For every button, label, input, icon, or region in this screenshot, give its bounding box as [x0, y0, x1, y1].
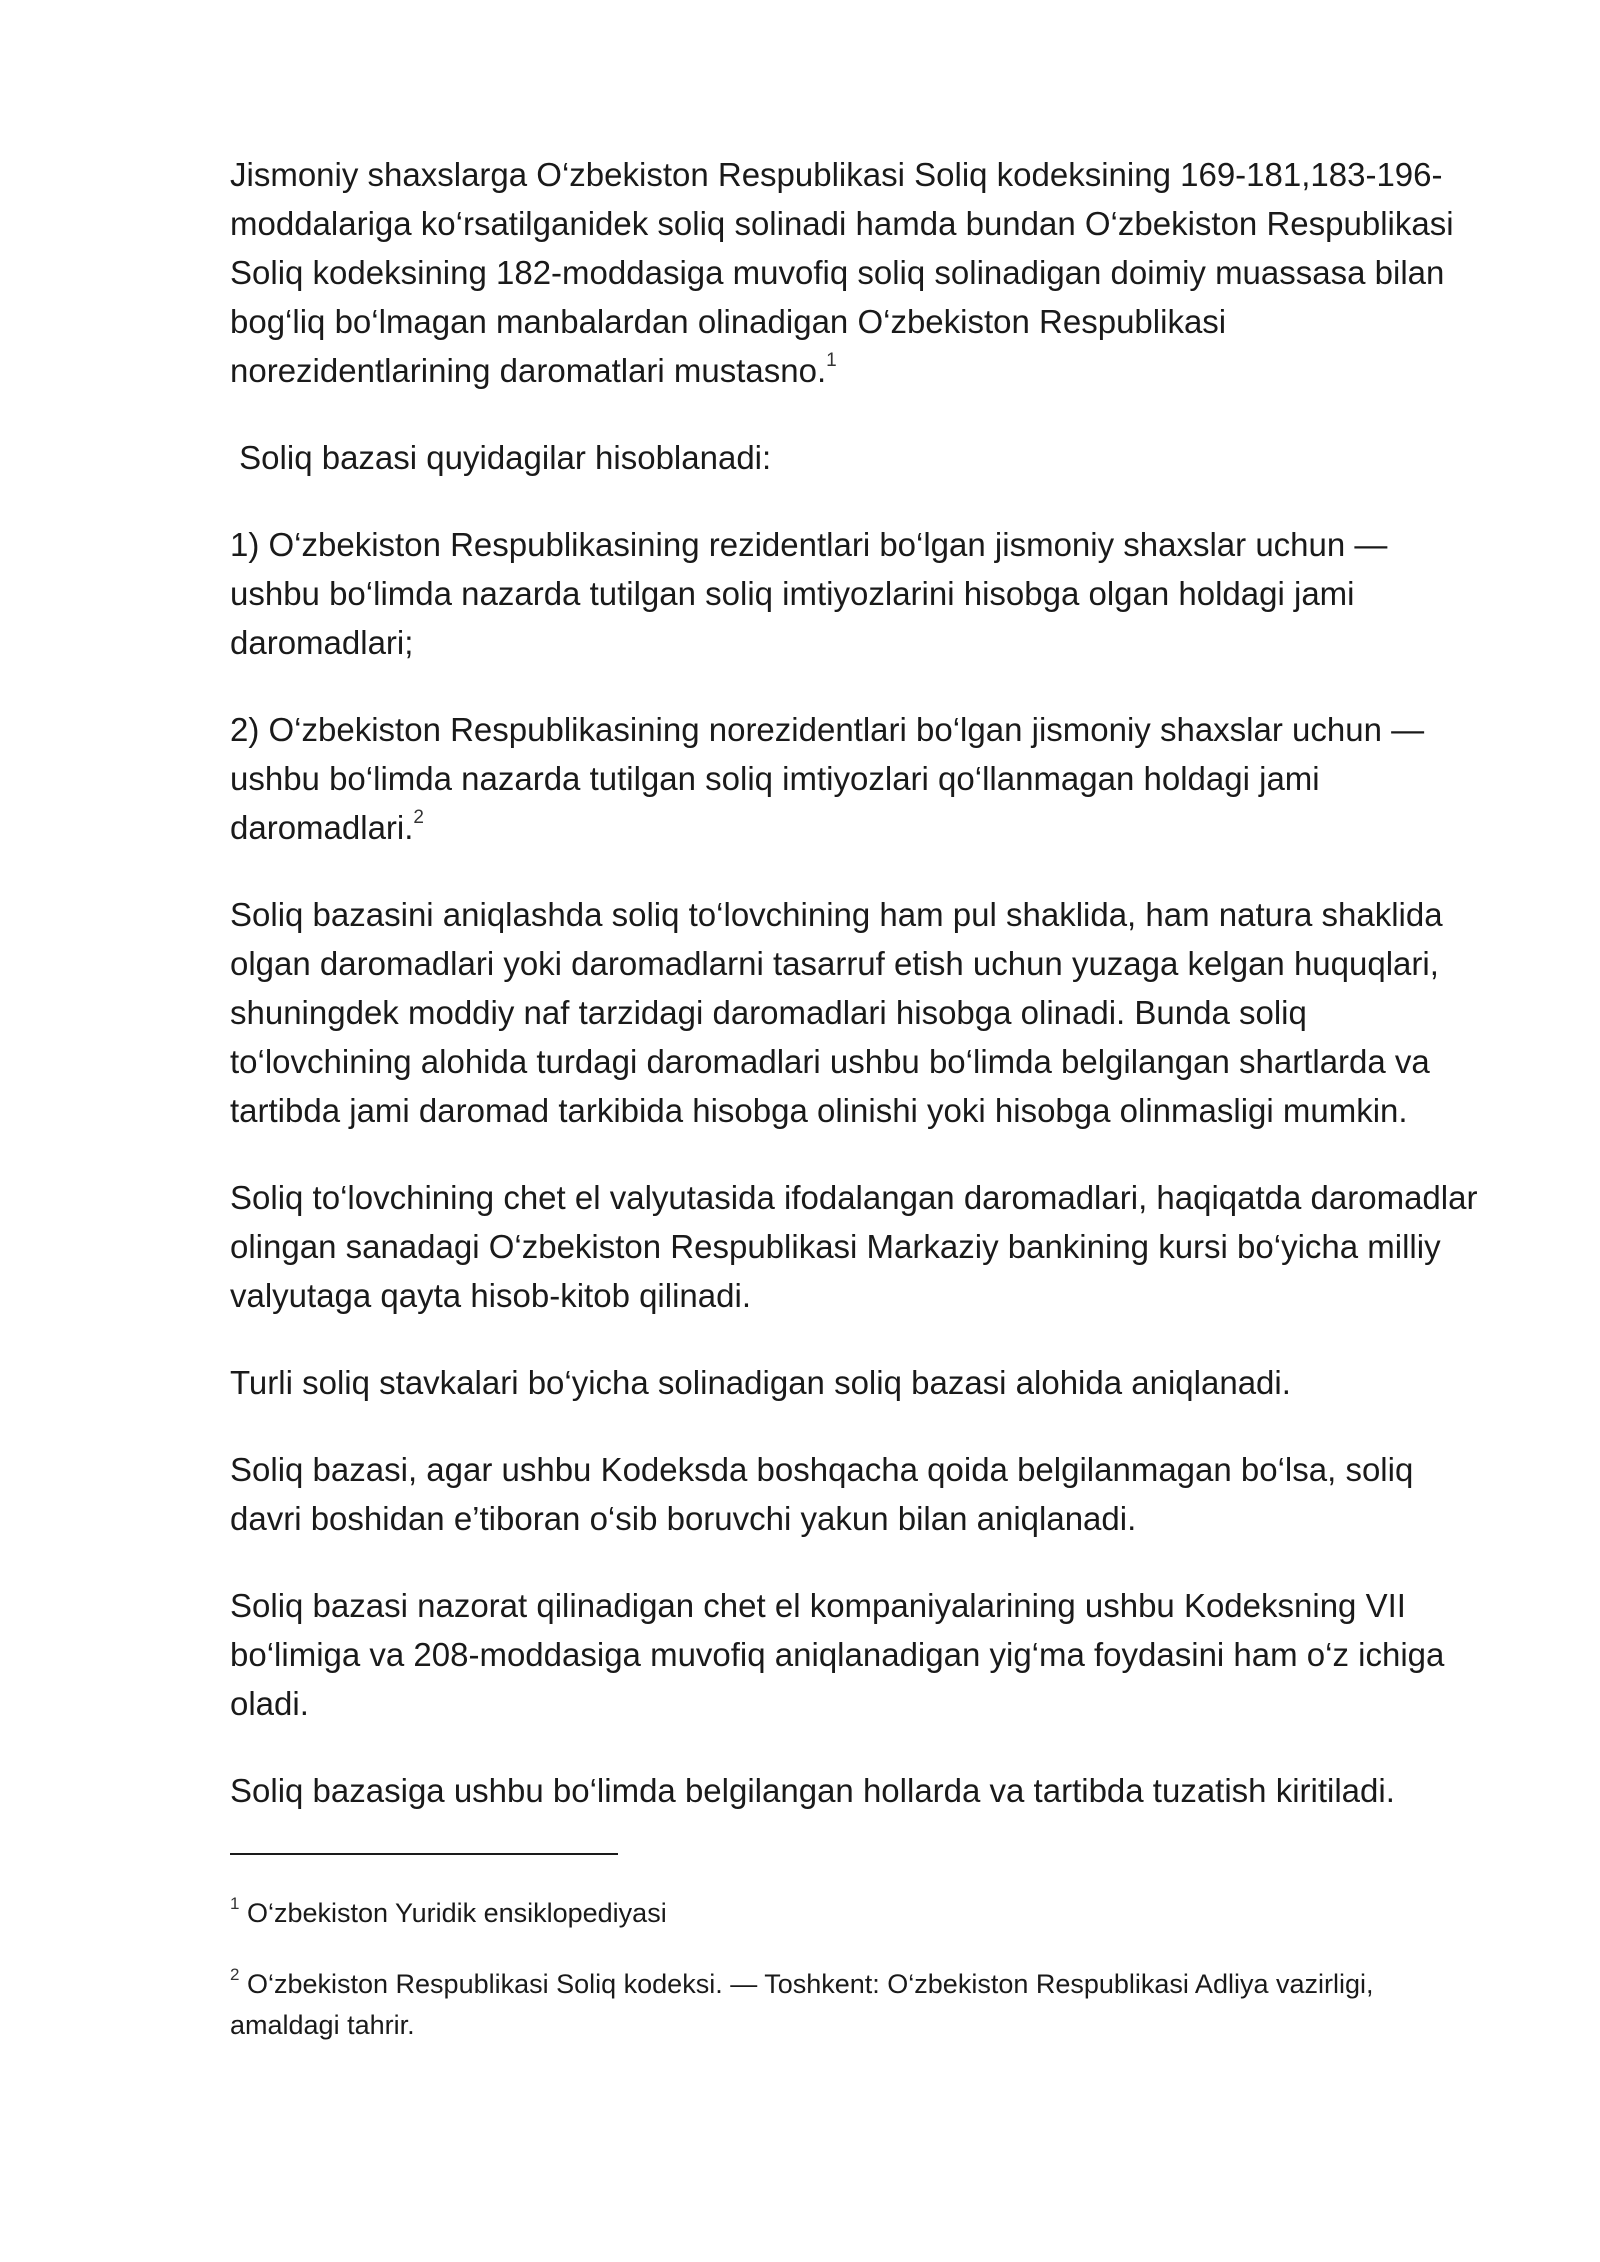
paragraph-text: Soliq bazasini aniqlashda soliq to‘lovchining ham pul shaklida, ham natura shaklida olgan daromadlari yoki daromadlarni tasarruf etish uchun yuzaga kelgan huquqlari, shuningdek moddiy naf tarzidagi daromadlari hisobga olinadi. Bunda soliq to‘lovchining alohida turdagi daromadlari ushbu bo‘limda belgilangan shartlarda va tartibda jami daromad tarkibida hisobga olinishi yoki hisobga olinmasligi mumkin.: [230, 896, 1443, 1129]
footnote-ref[interactable]: 1: [826, 350, 837, 371]
paragraph-adjustment: [230, 1766, 1480, 1815]
paragraph-text: Soliq bazasi quyidagilar hisoblanadi:: [230, 439, 772, 476]
paragraph-text: 2) O‘zbekiston Respublikasining norezidentlari bo‘lgan jismoniy shaxslar uchun — ushbu bo‘limda nazarda tutilgan soliq imtiyozlari qo‘llanmagan holdagi jami daromadlari.: [230, 711, 1425, 846]
paragraph-text: Jismoniy shaxslarga O‘zbekiston Respublikasi Soliq kodeksining 169-181,183-196-moddalariga ko‘rsatilganidek soliq solinadi hamda bundan O‘zbekiston Respublikasi Soliq kodeksining 182-moddasiga muvofiq soliq solinadigan doimiy muassasa bilan bog‘liq bo‘lmagan manbalardan olinadigan O‘zbekiston Respublikasi norezidentlarining daromatlari mustasno.: [230, 156, 1454, 389]
paragraph-rates: [230, 1358, 1480, 1407]
paragraph-text: Soliq bazasi nazorat qilinadigan chet el kompaniyalarining ushbu Kodeksning VII bo‘limiga va 208-moddasiga muvofiq aniqlanadigan yig‘ma foydasini ham o‘z ichiga oladi.: [230, 1587, 1445, 1722]
footnote-mark: 2: [230, 1965, 240, 1984]
paragraph-text: Soliq bazasiga ushbu bo‘limda belgilangan hollarda va tartibda tuzatish kiritiladi.: [230, 1772, 1395, 1809]
footnote-1: [230, 1893, 1480, 1934]
footnote-text: O‘zbekiston Respublikasi Soliq kodeksi. — Toshkent: O‘zbekiston Respublikasi Adliya vazirligi, amaldagi tahrir.: [230, 1969, 1374, 2040]
paragraph-text: Soliq bazasi, agar ushbu Kodeksda boshqacha qoida belgilanmagan bo‘lsa, soliq davri boshidan e’tiboran o‘sib boruvchi yakun bilan aniqlanadi.: [230, 1451, 1414, 1537]
footnote-text: O‘zbekiston Yuridik ensiklopediyasi: [239, 1898, 667, 1928]
paragraph-text: Soliq to‘lovchining chet el valyutasida ifodalangan daromadlari, haqiqatda daromadlar olingan sanadagi O‘zbekiston Respublikasi Markaziy bankining kursi bo‘yicha milliy valyutaga qayta hisob-kitob qilinadi.: [230, 1179, 1478, 1314]
footnote-2: [230, 1964, 1480, 2046]
paragraph-item-2: [230, 705, 1480, 852]
paragraph-period: [230, 1445, 1480, 1543]
footnote-mark: 1: [230, 1894, 240, 1913]
document-page: [230, 150, 1480, 2076]
footnote-separator: [230, 1853, 618, 1855]
paragraph-controlled-companies: [230, 1581, 1480, 1728]
paragraph-text: Turli soliq stavkalari bo‘yicha solinadigan soliq bazasi alohida aniqlanadi.: [230, 1364, 1291, 1401]
paragraph-item-1: [230, 520, 1480, 667]
paragraph-determination: [230, 890, 1480, 1135]
footnote-ref[interactable]: 2: [413, 807, 424, 828]
paragraph-tax-base-heading: [230, 433, 1480, 482]
paragraph-text: 1) O‘zbekiston Respublikasining rezidentlari bo‘lgan jismoniy shaxslar uchun — ushbu bo‘limda nazarda tutilgan soliq imtiyozlarini hisobga olgan holdagi jami daromadlari;: [230, 526, 1388, 661]
paragraph-intro: [230, 150, 1480, 395]
paragraph-foreign-currency: [230, 1173, 1480, 1320]
